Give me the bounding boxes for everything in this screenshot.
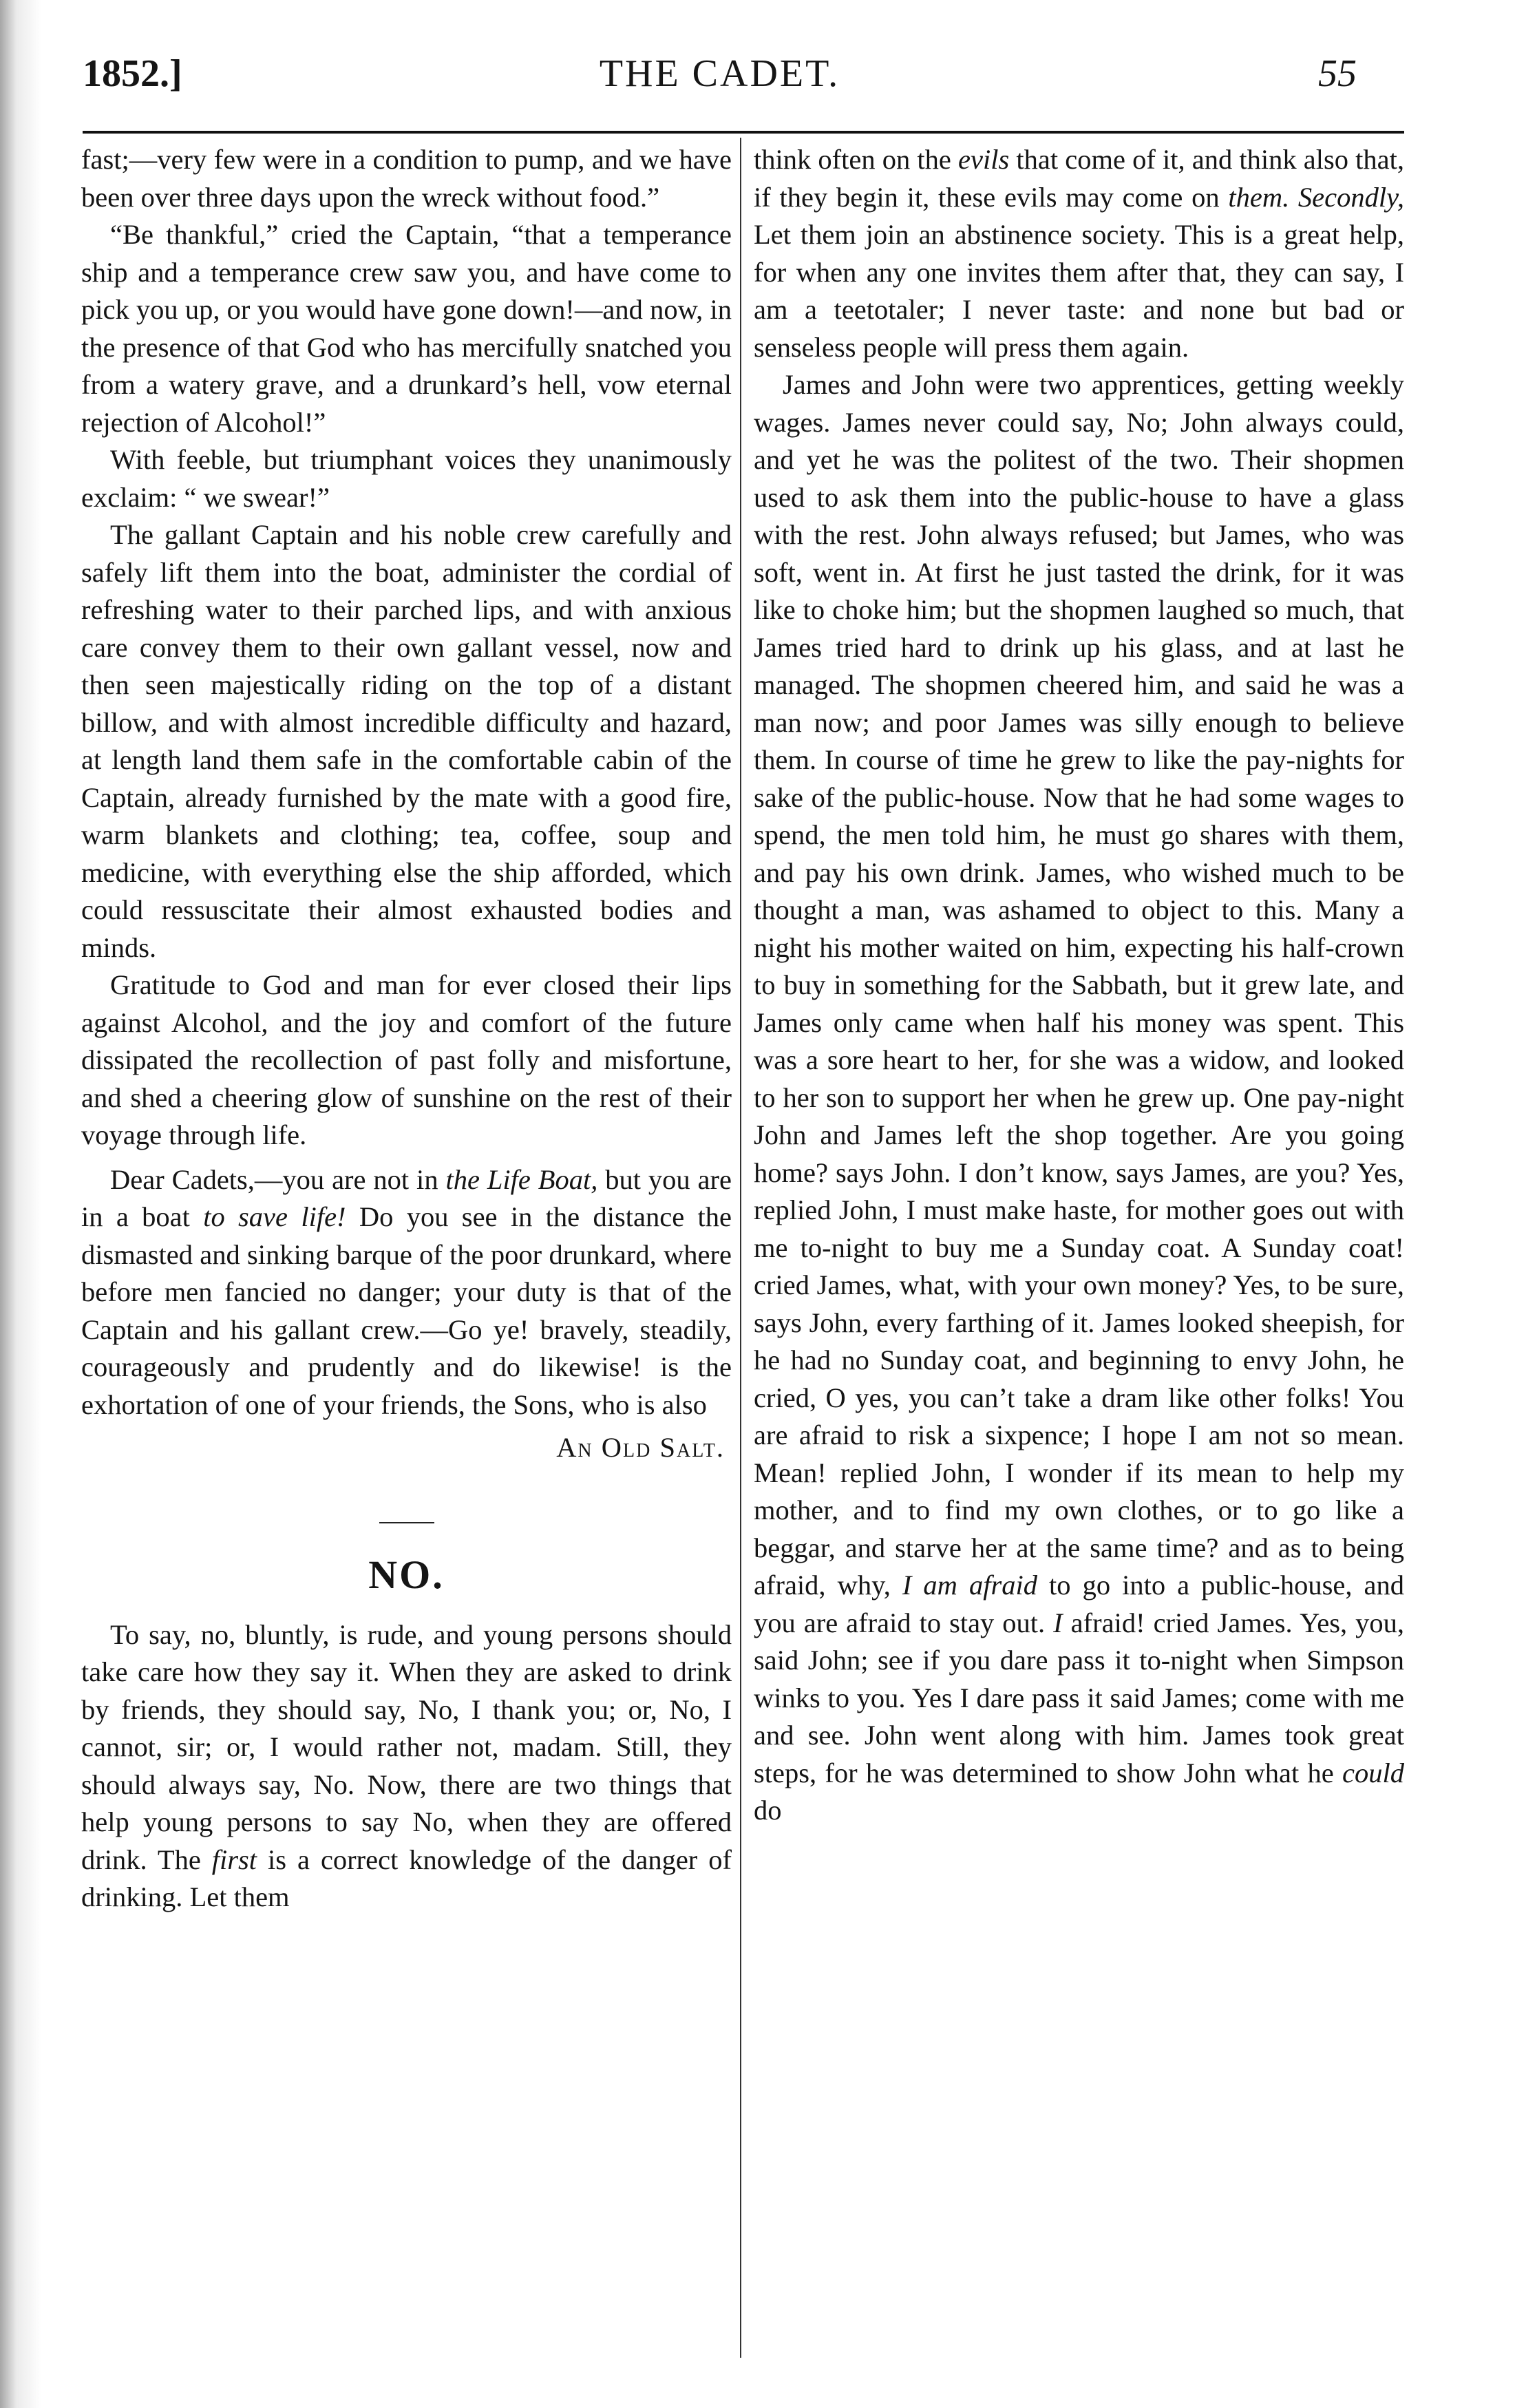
paragraph: With feeble, but triumphant voices they unanimously exclaim: “ we swear!” [81,444,732,513]
italic-text: could [1342,1757,1404,1788]
text-run: that come of it, and think also that, if they begin it, these evils may come on [754,144,1404,213]
header-year: 1852.] [83,52,182,95]
text-run: James and John were two apprentices, getting weekly wages. James never could say, No; John always could, and yet he was the politest of the two. Their shopmen used to ask them into the public-house to have a glass with the rest. John always refused; but James, who was soft, went in. At first he just tasted the drink, for it was like to choke him; but the shopmen laughed so much, that James tried hard to drink up his glass, and at last he managed. The shopmen cheered him, and said he was a man now; and poor James was silly enough to believe them. In course of time he grew to like the pay-nights for sake of the public-house. Now that he had some wages to spend, the men told him, he must go shares with them, and pay his own drink. James, who wished much to be thought a man, was ashamed to object to this. Many a night his mother waited on him, expecting his half-crown to buy in something for the Sabbath, but it grew late, and James only came when half his money was spent. This was a sore heart to her, for she was a widow, and looked to her son to support her when he grew up. One pay-night John and James left the shop together. Are you going home? says John. I don’t know, says James, are you? Yes, replied John, I must make haste, for mother goes out with me to-night to buy me a Sunday coat. A Sunday coat! cried James, what, with your own money? Yes, to be sure, says John, every farthing of it. James looked sheepish, for he had no Sunday coat, and beginning to envy John, he cried, O yes, you can’t take a dram like other folks! You are afraid to risk a sixpence; I hope I am not so mean. Mean! replied John, I wonder if its mean to help my mother, and to find my own clothes, or to go like a beggar, and starve her at the same time? and as to being afraid, why, [754,369,1404,1601]
running-header [83,52,1357,107]
italic-text: to save life! [203,1201,346,1232]
column-divider [740,138,741,2358]
text-run: Dear Cadets,—you are not in [110,1163,446,1195]
right-column [754,141,1404,1830]
italic-text: I [1053,1607,1063,1638]
page-number: 55 [1318,52,1357,95]
paragraph: The gallant Captain and his noble crew carefully and safely lift them into the boat, administer the cordial of refreshing water to their parched lips, and with anxious care convey them to their own gallant vessel, now and then seen majestically riding on the top of a distant billow, and with almost incredible difficulty and hazard, at length land them safe in the comfortable cabin of the Captain, already furnished by the mate with a good fire, warm blankets and clothing; tea, coffee, soup and medicine, with everything else the ship afforded, which could ressuscitate their almost exhausted bodies and minds. [81,519,732,963]
italic-text: first [211,1844,257,1875]
paragraph: “Be thankful,” cried the Captain, “that a temperance ship and a temperance crew saw you, and have come to pick you up, or you would have gone down!—and now, in the presence of that God who has mercifully snatched you from a watery grave, and a drunkard’s hell, vow eternal rejection of Alcohol!” [81,219,732,438]
text-run: Let them join an abstinence society. This is a great help, for when any one invites them after that, they can say, I am a teetotaler; I never taste: and none but bad or senseless people will press them again. [754,219,1404,363]
paragraph: Gratitude to God and man for ever closed their lips against Alcohol, and the joy and comfort of the future dissipated the recollection of past folly and misfortune, and shed a cheering glow of sunshine on the rest of their voyage through life. [81,969,732,1150]
text-run: to go into a public-house, and you are afraid to stay out. [754,1570,1405,1638]
text-run: do [754,1795,782,1826]
paragraph: fast;—very few were in a condition to pump, and we have been over three days upon the wreck without food.” [81,144,732,213]
text-run: but you are in a boat [81,1163,732,1232]
section-rule [379,1522,434,1523]
italic-text: them. Secondly, [1228,181,1405,213]
italic-text: the Life Boat, [445,1163,598,1195]
section-heading: NO. [368,1552,445,1597]
journal-title: THE CADET. [599,52,840,95]
page-binding-shadow [0,0,41,2408]
left-column [81,141,732,1916]
paragraph [754,366,1404,1830]
signature: An Old Salt. [556,1432,725,1463]
paragraph [754,141,1404,366]
text-run: Do you see in the distance the dismasted and sinking barque of the poor drunkard, where before men fancied no danger; your duty is that of the Captain and his gallant crew.—Go ye! bravely, steadily, courageously and prudently and do likewise! is the exhortation of one of your friends, the Sons, who is also [81,1201,732,1420]
paragraph [81,1161,732,1424]
text-run: think often on the [754,144,959,175]
text-run: To say, no, bluntly, is rude, and young persons should take care how they say it. When they are asked to drink by friends, they should say, No, I thank you; or, No, I cannot, sir; or, I would rather not, madam. Still, they should always say, No. Now, there are two things that help young persons to say No, when they are offered drink. The [81,1618,732,1875]
text-run: afraid! cried James. Yes, you, said John; see if you dare pass it to-night when Simpson winks to you. Yes I dare pass it said James; come with me and see. John went along with him. James took great steps, for he was determined to show John what he [754,1607,1404,1788]
italic-text: I am afraid [902,1570,1037,1601]
italic-text: evils [958,144,1010,175]
text-run: is a correct knowledge of the danger of drinking. Let them [81,1844,732,1912]
header-rule [83,131,1404,134]
paragraph [81,1616,732,1916]
